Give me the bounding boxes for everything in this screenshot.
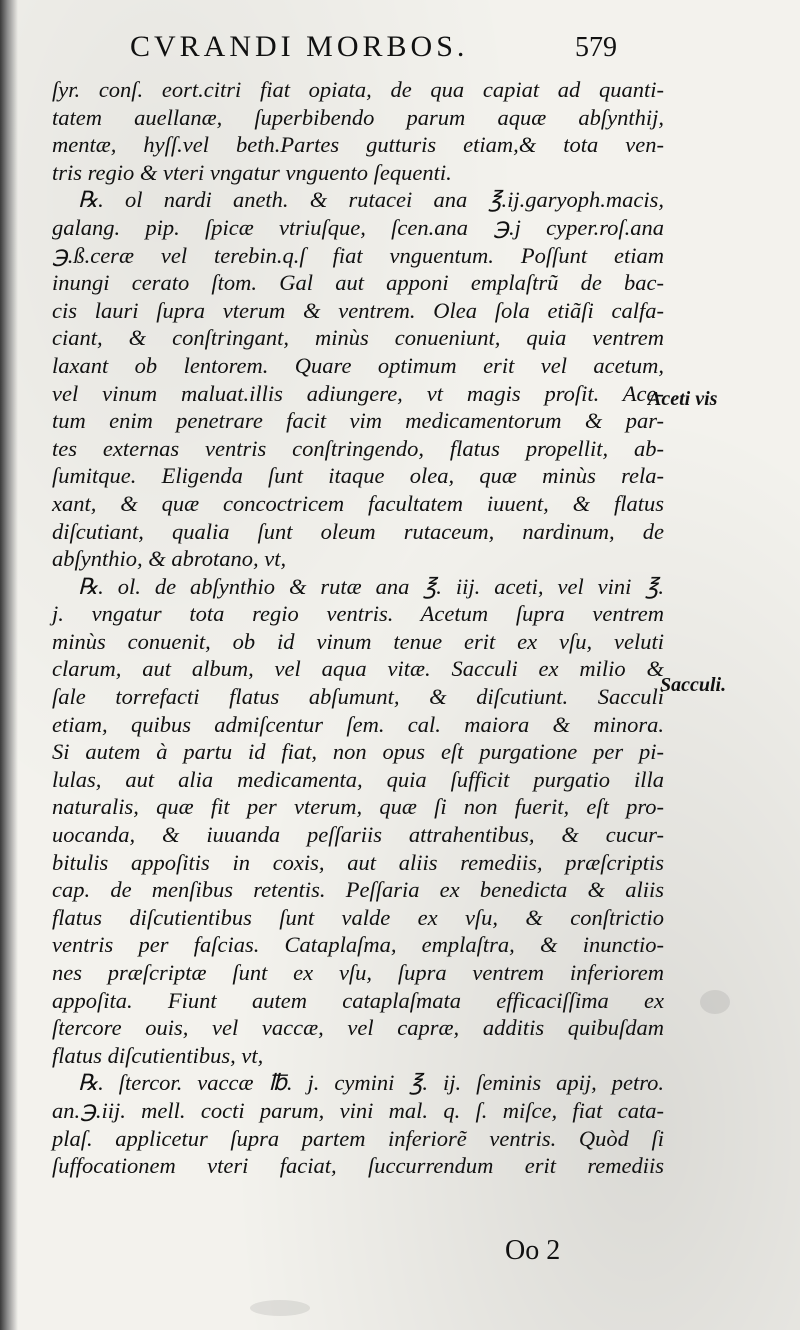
text-line: cis lauri ſupra vterum & ventrem. Olea ſola etiãſi calfa-: [52, 297, 664, 323]
text-line: nes præſcriptæ ſunt ex vſu, ſupra ventrem inferiorem: [52, 960, 664, 985]
text-line: cap. de menſibus retentis. Peſſaria ex benedicta & aliis: [52, 877, 664, 903]
signature-catchword: Oo 2: [505, 1235, 561, 1266]
text-line: tes externas ventris conſtringendo, flatus propellit, ab-: [52, 435, 664, 461]
body-text: [52, 76, 664, 1180]
text-line: ſumitque. Eligenda ſunt itaque olea, quæ minùs rela-: [52, 463, 664, 489]
text-line: appoſita. Fiunt autem cataplaſmata efficaciſſima ex: [52, 987, 664, 1013]
page-number: 579: [575, 32, 617, 63]
text-line: abſynthio, & abrotano, vt,: [52, 546, 287, 572]
text-line: uocanda, & iuuanda peſſariis attrahentibus, & cucur-: [52, 822, 664, 848]
text-line: bitulis appoſitis in coxis, aut aliis remediis, præſcriptis: [52, 849, 664, 875]
text-line: inungi cerato ſtom. Gal aut apponi emplaſtrũ de bac-: [52, 270, 664, 296]
text-line: galang. pip. ſpicæ vtriuſque, ſcen.ana ℈.j cyper.roſ.ana: [52, 214, 664, 240]
ink-smudge: [250, 1300, 310, 1316]
text-line: tatem auellanæ, ſuperbibendo parum aquæ abſynthij,: [52, 104, 664, 130]
page-header: [0, 30, 800, 70]
text-line: ciant, & conſtringant, minùs conueniunt, quia ventrem: [52, 325, 664, 351]
text-line: laxant ob lentorem. Quare optimum erit vel acetum,: [52, 352, 664, 378]
text-line: an.℈.iij. mell. cocti parum, vini mal. q. ſ. miſce, fiat cata-: [52, 1097, 664, 1123]
text-line: tris regio & vteri vngatur vnguento ſequenti.: [52, 159, 452, 185]
text-line: etiam, quibus admiſcentur ſem. cal. maiora & minora.: [52, 711, 664, 737]
text-line: diſcutiant, qualia ſunt oleum rutaceum, nardinum, de: [52, 518, 664, 544]
text-line: Si autem à partu id fiat, non opus eſt purgatione per pi-: [52, 739, 664, 765]
text-line: flatus diſcutientibus, vt,: [52, 1042, 264, 1068]
text-line: xant, & quæ concoctricem facultatem iuuent, & flatus: [52, 490, 664, 516]
text-line: vel vinum maluat.illis adiungere, vt magis proſit. Ace-: [52, 380, 664, 406]
margin-note-sacculi: Sacculi.: [660, 674, 727, 696]
text-line: mentæ, hyſſ.vel beth.Partes gutturis etiam,& tota ven-: [52, 132, 664, 158]
text-line: j. vngatur tota regio ventris. Acetum ſupra ventrem: [52, 601, 664, 627]
text-line: ſyr. conſ. eort.citri fiat opiata, de qua capiat ad quanti-: [52, 77, 664, 102]
text-line: naturalis, quæ fit per vterum, quæ ſi non fuerit, eſt pro-: [52, 794, 664, 820]
text-line: flatus diſcutientibus ſunt valde ex vſu, & conſtrictio: [52, 904, 664, 930]
text-line: ℈.ß.ceræ vel terebin.q.ſ fiat vnguentum. Poſſunt etiam: [52, 242, 664, 268]
text-line: ſtercore ouis, vel vaccæ, vel capræ, additis quibuſdam: [52, 1015, 664, 1041]
text-line: ſale torrefacti flatus abſumunt, & diſcutiunt. Sacculi: [52, 684, 664, 710]
text-line: lulas, aut alia medicamenta, quia ſufficit purgatio illa: [52, 766, 664, 792]
text-line: ℞. ſtercor. vaccæ ℔. j. cymini ℥. ij. ſeminis apij, petro.: [78, 1070, 664, 1096]
text-line: clarum, aut album, vel aqua vitæ. Sacculi ex milio &: [52, 656, 664, 682]
text-line: minùs conuenit, ob id vinum tenue erit ex vſu, veluti: [52, 628, 664, 654]
text-line: ſuffocationem vteri faciat, ſuccurrendum erit remediis: [52, 1153, 664, 1179]
text-line: plaſ. applicetur ſupra partem inferiorẽ ventris. Quòd ſi: [52, 1125, 664, 1151]
text-line: tum enim penetrare facit vim medicamentorum & par-: [52, 408, 664, 434]
page-gutter-shadow: [0, 0, 18, 1330]
text-line: ℞. ol nardi aneth. & rutacei ana ℥.ij.garyoph.macis,: [78, 187, 664, 213]
ink-smudge: [700, 990, 730, 1014]
text-line: ℞. ol. de abſynthio & rutæ ana ℥. iij. aceti, vel vini ℥.: [78, 573, 664, 599]
running-head: CVRANDI MORBOS.: [130, 30, 469, 63]
margin-note-aceti: Aceti vis: [648, 388, 718, 410]
text-line: ventris per faſcias. Cataplaſma, emplaſtra, & inunctio-: [52, 932, 664, 958]
